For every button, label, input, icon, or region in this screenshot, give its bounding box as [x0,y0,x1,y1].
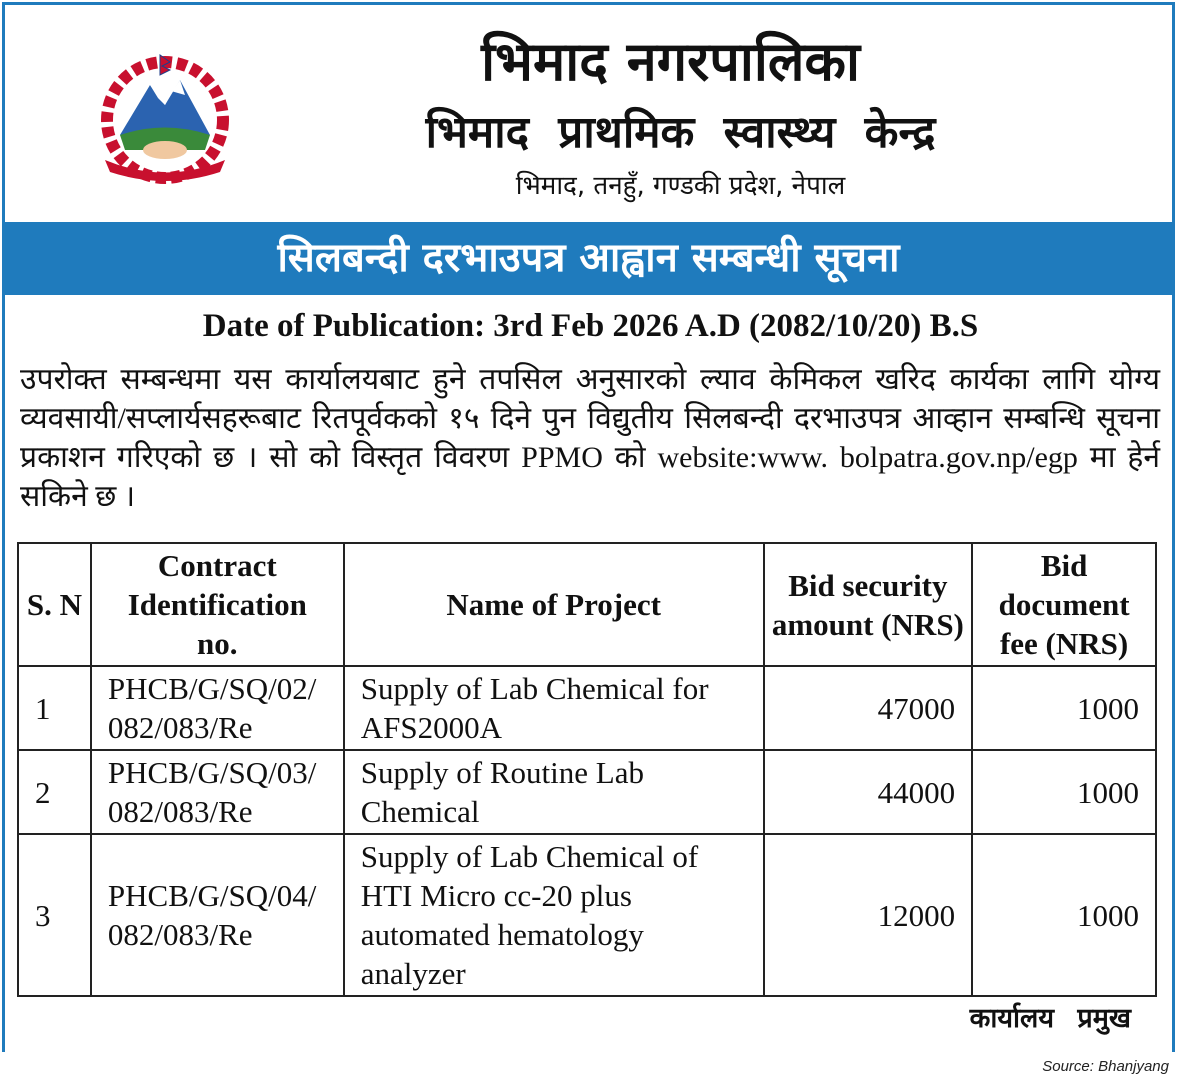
cell-project-name: Supply of Lab Chemical of HTI Micro cc-20 plus automated hematology analyzer [344,834,764,996]
cell-contract-id: PHCB/G/SQ/02/082/083/Re [91,666,344,750]
publication-date: Date of Publication: 3rd Feb 2026 A.D (2082/10/20) B.S [202,308,979,344]
table-row [18,834,1156,996]
table-row [18,750,1156,834]
cell-sn: 3 [18,834,91,996]
header-sn: S. N [18,543,91,666]
cell-contract-id: PHCB/G/SQ/04/082/083/Re [91,834,344,996]
table-header-row [18,543,1156,666]
table-row [18,666,1156,750]
cell-sn: 1 [18,666,91,750]
header-bid-fee: Bid document fee (NRS) [972,543,1156,666]
cell-bid-fee: 1000 [972,666,1156,750]
cell-bid-security: 12000 [764,834,973,996]
cell-bid-security: 44000 [764,750,973,834]
office-name: भिमाद प्राथमिक स्वास्थ्य केन्द्र [425,107,936,158]
bid-table [17,542,1157,997]
cell-bid-fee: 1000 [972,750,1156,834]
office-chief-signature: कार्यालय प्रमुख [969,1003,1131,1034]
cell-project-name: Supply of Routine Lab Chemical [344,750,764,834]
office-address: भिमाद, तनहुँ, गण्डकी प्रदेश, नेपाल [515,171,846,201]
cell-bid-fee: 1000 [972,834,1156,996]
notice-body: उपरोक्त सम्बन्धमा यस कार्यालयबाट हुने तपसिल अनुसारको ल्याव केमिकल खरिद कार्यका लागि योग्य व्यवसायी/सप्लार्यसहरूबाट रितपूर्वकको १५ दिने पुन विद्युतीय सिलबन्दी दरभाउपत्र आव्हान सम्बन्धि सूचना प्रकाशन गरिएको छ । सो को विस्तृत विवरण PPMO को website:www. bolpatra.gov.np/egp मा हेर्न सकिने छ । [20,363,1160,513]
cell-bid-security: 47000 [764,666,973,750]
cell-project-name: Supply of Lab Chemical for AFS2000A [344,666,764,750]
source-credit: Source: Bhanjyang [1042,1058,1169,1075]
notice-title-banner: सिलबन्दी दरभाउपत्र आह्वान सम्बन्धी सूचना [2,222,1175,295]
header-contract-id: Contract Identification no. [91,543,344,666]
header-bid-security: Bid security amount (NRS) [764,543,973,666]
cell-sn: 2 [18,750,91,834]
cell-contract-id: PHCB/G/SQ/03/082/083/Re [91,750,344,834]
municipality-name: भिमाद नगरपालिका [481,30,860,93]
header-project-name: Name of Project [344,543,764,666]
